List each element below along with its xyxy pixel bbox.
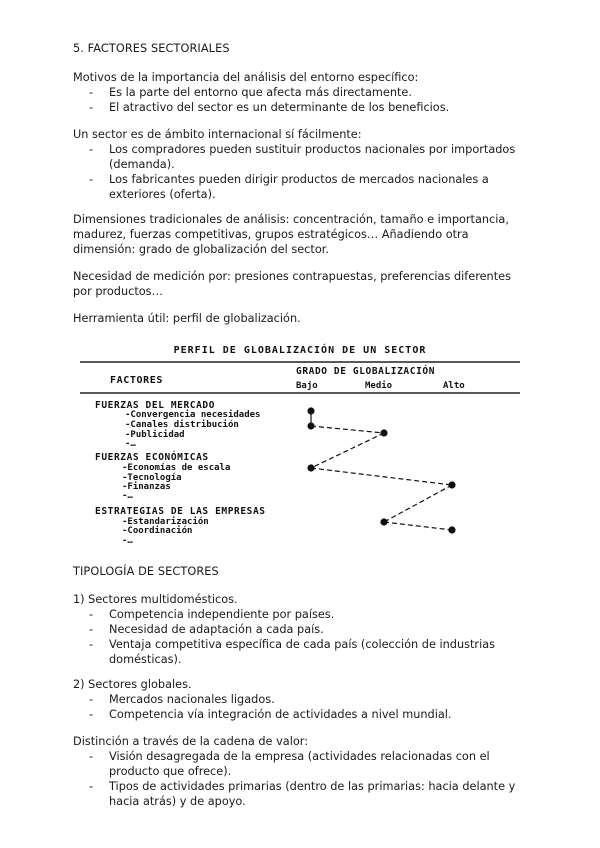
group-fuerzas-mercado: FUERZAS DEL MERCADO — [95, 400, 216, 411]
factor-item: -Finanzas — [122, 482, 171, 492]
profile-line — [307, 407, 455, 533]
multidomesticos-list — [73, 607, 523, 667]
profile-point — [307, 407, 314, 414]
factores-header: FACTORES — [110, 375, 163, 386]
factor-item: -Economías de escala — [122, 463, 231, 473]
profile-segment — [311, 433, 384, 468]
list-item: - Mercados nacionales ligados. — [109, 692, 533, 707]
profile-point — [448, 481, 455, 488]
list-item: - Ventaja competitiva específica de cada país (colección de industrias domésticas). — [109, 637, 523, 667]
group-fuerzas-economicas: FUERZAS ECONÓMICAS — [95, 452, 209, 463]
profile-segment — [384, 522, 452, 530]
list-item: - Tipos de actividades primarias (dentro de las primarias: hacia delante y hacia atrás) y de apoyo. — [109, 779, 528, 809]
list-item: - El atractivo del sector es un determinante de los beneficios. — [109, 100, 533, 115]
cadena-list — [73, 749, 528, 809]
list-item: - Necesidad de adaptación a cada país. — [109, 622, 523, 637]
globales-block — [73, 677, 533, 722]
factor-item: -Canales distribución — [125, 420, 239, 430]
globales-list — [73, 692, 533, 722]
cadena-block — [73, 734, 528, 809]
necesidad-paragraph: Necesidad de medición por: presiones contrapuestas, preferencias diferentes por productos… — [73, 270, 511, 298]
profile-point — [380, 518, 387, 525]
group-estrategias-empresas: ESTRATEGIAS DE LAS EMPRESAS — [95, 506, 266, 517]
profile-point — [380, 429, 387, 436]
list-item: - Competencia independiente por países. — [109, 607, 523, 622]
profile-point — [307, 464, 314, 471]
scale-label-bajo: Bajo — [296, 381, 318, 391]
scale-label-alto: Alto — [443, 381, 465, 391]
section-title: 5. FACTORES SECTORIALES — [73, 42, 230, 55]
multidomesticos-intro: 1) Sectores multidomésticos. — [73, 593, 238, 606]
grado-header: GRADO DE GLOBALIZACIÓN — [296, 366, 436, 377]
tipologia-title: TIPOLOGÍA DE SECTORES — [73, 565, 219, 578]
profile-segment — [311, 426, 384, 433]
scale-label-medio: Medio — [365, 381, 393, 391]
profile-segment — [311, 468, 452, 485]
profile-point — [307, 422, 314, 429]
diagram-title: PERFIL DE GLOBALIZACIÓN DE UN SECTOR — [173, 345, 427, 356]
list-item: - Es la parte del entorno que afecta más directamente. — [109, 85, 533, 100]
dimensiones-paragraph: Dimensiones tradicionales de análisis: concentración, tamaño e importancia, madurez, fuerzas competitivas, grupos estratégicos… Añadiendo otra dimensión: grado de globalización del sector. — [73, 213, 509, 256]
list-item: - Los compradores pueden sustituir productos nacionales por importados (demanda). — [109, 142, 518, 172]
factor-item: -Convergencia necesidades — [125, 410, 261, 420]
factor-item: -Tecnología — [122, 473, 182, 483]
multidomesticos-block — [73, 592, 523, 667]
list-item: - Visión desagregada de la empresa (actividades relacionadas con el producto que ofrece). — [109, 749, 528, 779]
profile-segment — [384, 485, 452, 522]
factor-item: -… — [122, 536, 133, 546]
cadena-intro: Distinción a través de la cadena de valor: — [73, 735, 309, 748]
list-item: - Competencia vía integración de actividades a nivel mundial. — [109, 707, 533, 722]
factor-item: -Estandarización — [122, 517, 209, 527]
herramienta-paragraph: Herramienta útil: perfil de globalización. — [73, 312, 301, 325]
motivos-intro: Motivos de la importancia del análisis del entorno específico: — [73, 71, 419, 84]
globales-intro: 2) Sectores globales. — [73, 678, 192, 691]
factor-item: -Coordinación — [122, 526, 193, 536]
profile-point — [448, 526, 455, 533]
factor-item: -Publicidad — [125, 430, 185, 440]
list-item: - Los fabricantes pueden dirigir productos de mercados nacionales a exteriores (oferta). — [109, 172, 518, 202]
factor-item: -… — [125, 439, 136, 449]
factor-item: -… — [122, 491, 133, 501]
internacional-intro: Un sector es de ámbito internacional sí fácilmente: — [73, 128, 362, 141]
